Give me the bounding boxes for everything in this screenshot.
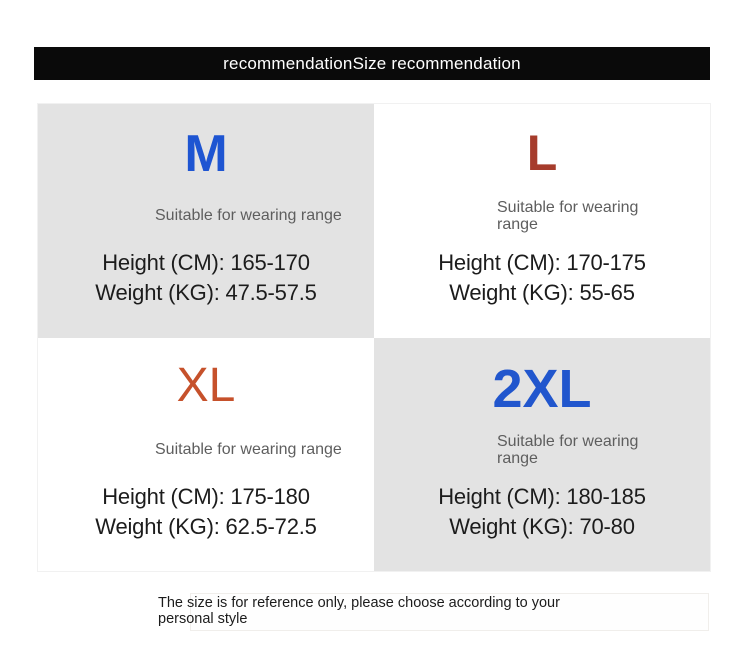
height-range: Height (CM): 165-170 xyxy=(102,250,310,275)
weight-range: Weight (KG): 47.5-57.5 xyxy=(95,280,317,305)
size-grid xyxy=(38,104,710,571)
disclaimer-line-2: personal style xyxy=(158,611,248,627)
size-card-l xyxy=(374,104,710,338)
size-label-m: M xyxy=(184,125,228,183)
size-card-2xl xyxy=(374,338,710,572)
size-subtitle: Suitable for wearing range xyxy=(497,432,639,467)
disclaimer-text xyxy=(158,595,628,627)
title-banner-text: recommendationSize recommendation xyxy=(223,53,521,73)
disclaimer-line-1: The size is for reference only, please choose according to your xyxy=(158,595,560,611)
size-subtitle: Suitable for wearing range xyxy=(155,440,342,458)
size-card-m xyxy=(38,104,374,338)
weight-range: Weight (KG): 62.5-72.5 xyxy=(95,513,317,539)
weight-range: Weight (KG): 55-65 xyxy=(449,280,635,305)
size-subtitle: Suitable for wearing range xyxy=(155,207,342,224)
size-label-2xl: 2XL xyxy=(492,358,592,419)
title-banner xyxy=(34,47,710,80)
height-range: Height (CM): 170-175 xyxy=(438,250,646,275)
size-label-xl: XL xyxy=(176,358,236,412)
height-range: Height (CM): 180-185 xyxy=(438,483,646,509)
size-label-l: L xyxy=(526,125,558,181)
size-subtitle: Suitable for wearing range xyxy=(497,199,639,233)
weight-range: Weight (KG): 70-80 xyxy=(449,513,635,539)
height-range: Height (CM): 175-180 xyxy=(102,483,310,509)
size-card-xl xyxy=(38,338,374,572)
